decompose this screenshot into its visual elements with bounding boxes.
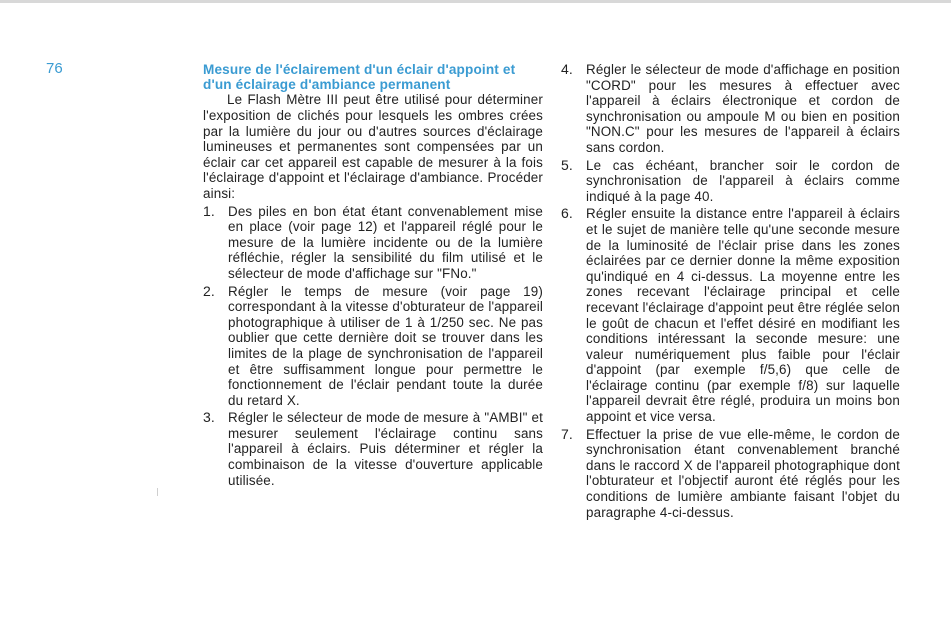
steps-list-right (561, 62, 900, 520)
step-text: Régler le temps de mesure (voir page 19) correspondant à la vitesse d'obturateur de l'appareil photographique à utiliser de 1 à 1/250 sec. Ne pas oublier que cette dernière doit se trouver dans les limites de la plage de synchronisation de l'appareil et être suffisamment longue pour permettre le fonctionnement de l'éclair pendant toute la durée du retard X. (228, 283, 543, 408)
section-heading: Mesure de l'éclairement d'un éclair d'appoint et d'un éclairage d'ambiance permanent (203, 62, 516, 93)
margin-mark (157, 488, 158, 496)
step-text: Régler le sélecteur de mode d'affichage en position "CORD" pour les mesures à effectuer avec l'appareil à éclairs électronique et cordon de synchronisation ou ampoule M ou bien en position "NON.C" pour les mesures de l'appareil à éclairs sans cordon. (586, 62, 900, 155)
step-1 (203, 204, 543, 282)
step-6 (561, 206, 900, 424)
intro-paragraph: Le Flash Mètre III peut être utilisé pour déterminer l'exposition de clichés pour lesquels les ombres crées par la lumière du jour ou d'autres sources d'éclairage lumineuses et permanentes sont compensées par un éclair car cet appareil est capable de mesurer à la fois l'éclairage d'appoint et l'éclairage d'ambiance. Procéder ainsi: (203, 92, 543, 201)
step-text: Effectuer la prise de vue elle-même, le cordon de synchronisation étant convenablement branché dans le raccord X de l'appareil photographique dont l'obturateur et l'objectif auront été réglés pour les conditions de lumière ambiante faisant l'objet du paragraphe 4-ci-dessus. (586, 426, 900, 520)
step-7 (561, 427, 900, 521)
step-text: Régler le sélecteur de mode de mesure à "AMBI" et mesurer seulement l'éclairage continu sans l'appareil à éclairs. Puis déterminer et régler la combinaison de la vitesse d'ouverture applicable utilisée. (228, 410, 543, 488)
right-column (561, 62, 900, 522)
left-column (203, 62, 543, 488)
step-number: 7. (561, 425, 573, 442)
step-number: 4. (561, 61, 573, 77)
step-number: 6. (561, 205, 573, 222)
page-number: 76 (46, 60, 63, 77)
steps-list-left (203, 204, 543, 489)
step-number: 2. (203, 282, 215, 299)
step-4 (561, 62, 900, 156)
step-2 (203, 284, 543, 409)
step-5 (561, 158, 900, 205)
step-3 (203, 410, 543, 488)
step-number: 3. (203, 409, 215, 426)
step-number: 1. (203, 202, 215, 219)
step-text: Des piles en bon état étant convenablement mise en place (voir page 12) et l'appareil réglé pour le mesure de la lumière incidente ou de la lumière réfléchie, régler la sensibilité du film utilisé et le sélecteur de mode d'affichage sur "FNo." (228, 203, 543, 281)
top-edge-rule (0, 0, 951, 3)
step-text: Le cas échéant, brancher soir le cordon de synchronisation de l'appareil à éclairs comme indiqué à la page 40. (586, 157, 900, 204)
step-number: 5. (561, 156, 573, 173)
step-text: Régler ensuite la distance entre l'appareil à éclairs et le sujet de manière telle qu'une seconde mesure de la luminosité de l'éclair prise dans les zones éclairées par ce dernier donne la même exposition qu'indiqué en 4 ci-dessus. La moyenne entre les zones recevant l'éclairage principal et celle recevant l'éclairage d'appoint peut être réglée selon le goût de chacun et l'effet désiré en modifiant les conditions intéressant la seconde mesure: une valeur numériquement plus faible pour l'éclair d'appoint (par exemple f/5,6) que celle de l'éclairage continu (par exemple f/8) sur laquelle l'appareil devrait être réglé, produira un moins bon appoint et vice versa. (586, 206, 900, 425)
